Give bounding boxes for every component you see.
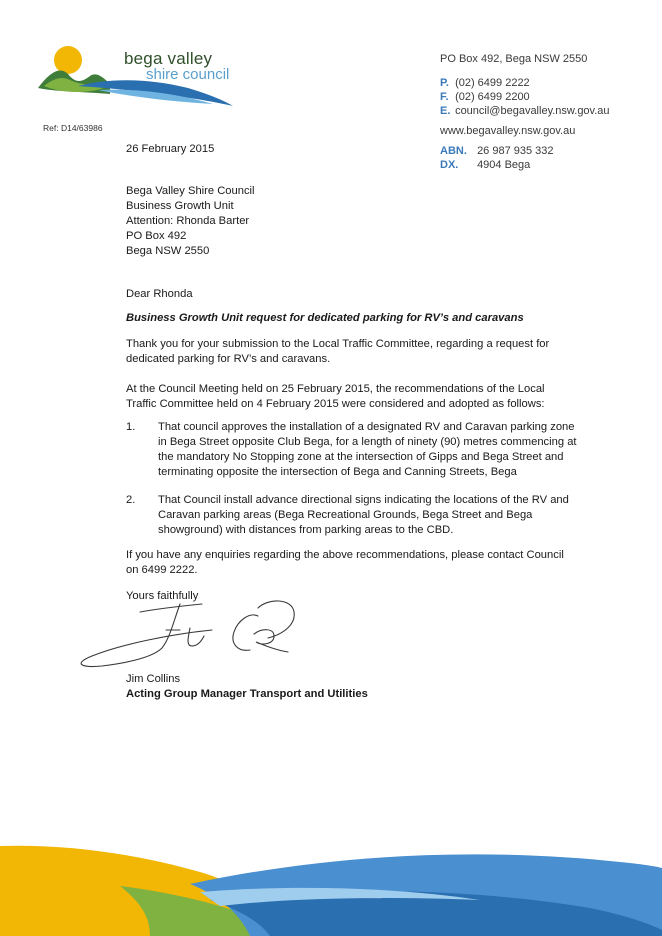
phone-number: (02) 6499 2222 (455, 77, 530, 89)
contact-email-row (440, 104, 610, 118)
contact-abn-row (440, 144, 610, 158)
item-text: That Council install advance directional signs indicating the locations of the RV and Caravan parking areas (Bega Recreational Grounds, Bega Street and Bega showground) with distances from parking areas to the CBD. (158, 494, 569, 536)
paragraph-intro: Thank you for your submission to the Local Traffic Committee, regarding a request for dedicated parking for RV’s and caravans. (126, 338, 550, 365)
recipient-line: PO Box 492 (126, 230, 187, 242)
letter-date: 26 February 2015 (126, 143, 215, 155)
item-number: 2. (126, 494, 136, 506)
contact-fax-row (440, 90, 610, 104)
recommendation-item (126, 420, 581, 484)
paragraph-meeting: At the Council Meeting held on 25 February 2015, the recommendations of the Local Traffic Committee held on 4 February 2015 were considered and adopted as follows: (126, 383, 545, 410)
recipient-line: Attention: Rhonda Barter (126, 215, 250, 227)
recipient-address (126, 184, 255, 259)
abn-number: 26 987 935 332 (477, 145, 554, 157)
logo-text-line1: bega valley (124, 49, 213, 68)
item-text: That council approves the installation of a designated RV and Caravan parking zone in Bega Street opposite Club Bega, for a length of ninety (90) metres commencing at the mandatory No Stopping zone at the intersection of Gipps and Bega Street and terminating opposite the intersection of Bega and Canning Streets, Bega (158, 421, 577, 478)
signer-name: Jim Collins (126, 673, 181, 685)
website-link[interactable]: www.begavalley.nsw.gov.au (440, 125, 576, 137)
recipient-line: Business Growth Unit (126, 200, 234, 212)
signer-title: Acting Group Manager Transport and Utilities (126, 688, 368, 700)
dx-label: DX. (440, 159, 459, 171)
contact-phone-row (440, 76, 610, 90)
item-number: 1. (126, 421, 136, 433)
recommendation-item (126, 493, 581, 541)
paragraph-enquiries: If you have any enquiries regarding the above recommendations, please contact Council on 6499 2222. (126, 549, 564, 576)
logo-text-line2: shire council (146, 66, 230, 83)
recipient-line: Bega NSW 2550 (126, 245, 210, 257)
dx-number: 4904 Bega (477, 159, 531, 171)
abn-label: ABN. (440, 145, 467, 157)
recipient-line: Bega Valley Shire Council (126, 185, 255, 197)
fax-label: F. (440, 91, 449, 103)
contact-block (440, 52, 610, 172)
closing: Yours faithfully (126, 590, 199, 602)
signature-image (62, 590, 312, 672)
email-address[interactable]: council@begavalley.nsw.gov.au (455, 105, 610, 117)
phone-label: P. (440, 77, 449, 89)
contact-address: PO Box 492, Bega NSW 2550 (440, 53, 588, 65)
reference-number: Ref: D14/63986 (43, 123, 103, 133)
email-label: E. (440, 105, 451, 117)
contact-dx-row (440, 158, 610, 172)
fax-number: (02) 6499 2200 (455, 91, 530, 103)
footer-wave-graphic (0, 826, 662, 936)
salutation: Dear Rhonda (126, 288, 193, 300)
subject-line: Business Growth Unit request for dedicated parking for RV’s and caravans (126, 312, 524, 324)
